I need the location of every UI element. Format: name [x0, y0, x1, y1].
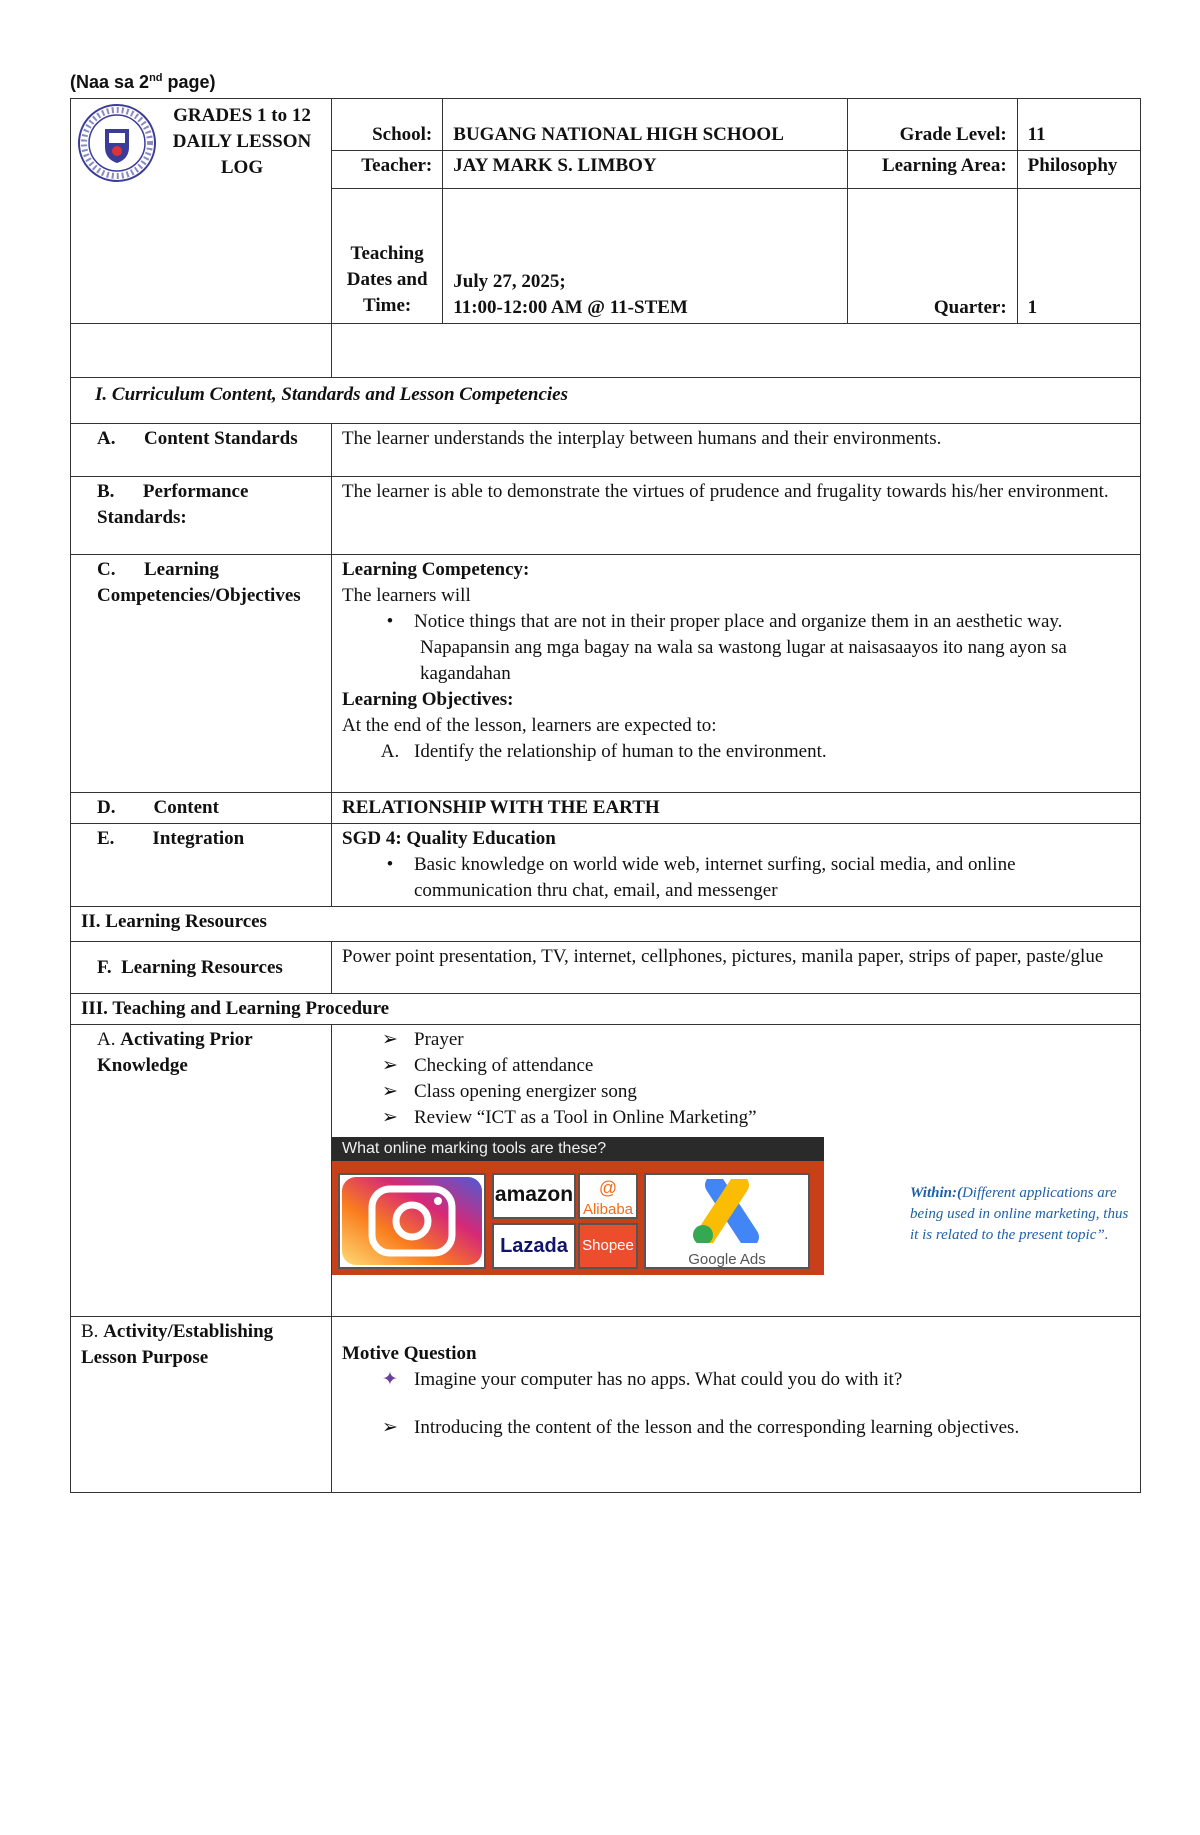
teacher-value: JAY MARK S. LIMBOY [443, 151, 848, 189]
lesson-log-table [70, 98, 1141, 1493]
page-note: (Naa sa 2nd page) [70, 72, 216, 92]
quarter-value: 1 [1017, 189, 1140, 324]
activity-purpose-label: B. Activity/Establishing Lesson Purpose [71, 1317, 332, 1493]
learning-competencies-label: C. Learning Competencies/Objectives [71, 555, 332, 793]
blank-cell-right [332, 324, 1141, 378]
activating-prior-knowledge-value [332, 1025, 1141, 1317]
bullet-dot-icon: • [386, 611, 394, 632]
performance-standards-value: The learner is able to demonstrate the virtues of prudence and frugality towards his/her environment. [332, 477, 1141, 555]
teacher-label: Teacher: [332, 151, 443, 189]
collage-header: What online marking tools are these? [332, 1137, 824, 1161]
header-logo-cell [71, 99, 332, 324]
content-label: D. Content [71, 793, 332, 824]
google-ads-icon [667, 1179, 787, 1243]
lazada-tile: Lazada [492, 1223, 576, 1269]
school-label: School: [332, 99, 443, 151]
activating-prior-knowledge-label: A. Activating Prior Knowledge [71, 1025, 332, 1317]
learning-objectives-intro: At the end of the lesson, learners are expected to: [342, 715, 717, 736]
section-3-title: III. Teaching and Learning Procedure [71, 994, 1141, 1025]
integration-label: E. Integration [71, 824, 332, 907]
school-value: BUGANG NATIONAL HIGH SCHOOL [443, 99, 848, 151]
section-1-title: I. Curriculum Content, Standards and Lesson Competencies [71, 378, 1141, 424]
blank-cell-left [71, 324, 332, 378]
diamond-bullet-icon: ✦ [382, 1369, 398, 1390]
grade-level-label: Grade Level: [848, 99, 1017, 151]
activity-list [342, 1027, 1130, 1131]
learning-competency-heading: Learning Competency: [342, 559, 530, 580]
alibaba-tile: @ Alibaba [578, 1173, 638, 1219]
section-2-title: II. Learning Resources [71, 907, 1141, 942]
dll-title: GRADES 1 to 12 DAILY LESSON LOG [172, 105, 312, 178]
teaching-dates-value [443, 189, 848, 324]
content-standards-value: The learner understands the interplay between humans and their environments. [332, 424, 1141, 477]
online-marketing-tools-image [332, 1137, 824, 1275]
arrow-bullet-icon: ➢ [382, 1081, 398, 1102]
list-item: ➢ Class opening energizer song [414, 1079, 1130, 1105]
bullet-dot-icon: • [386, 854, 394, 875]
arrow-bullet-icon: ➢ [382, 1055, 398, 1076]
instagram-icon [338, 1173, 486, 1269]
learning-resources-label: F. Learning Resources [71, 942, 332, 994]
list-item: ➢ Review “ICT as a Tool in Online Marketing” [414, 1105, 1130, 1131]
list-item: ➢ Checking of attendance [414, 1053, 1130, 1079]
arrow-bullet-icon: ➢ [382, 1107, 398, 1128]
integration-value [332, 824, 1141, 907]
learning-competency-intro: The learners will [342, 585, 471, 606]
performance-standards-label: B. Performance Standards: [71, 477, 332, 555]
learning-area-value: Philosophy [1017, 151, 1140, 189]
integration-heading: SGD 4: Quality Education [342, 828, 556, 849]
google-ads-tile: Google Ads [644, 1173, 810, 1269]
amazon-tile: amazon [492, 1173, 576, 1219]
learning-competencies-value [332, 555, 1141, 793]
list-item: ➢ Prayer [414, 1027, 1130, 1053]
content-value: RELATIONSHIP WITH THE EARTH [332, 793, 1141, 824]
motive-question-heading: Motive Question [342, 1343, 477, 1364]
activity-purpose-value [332, 1317, 1141, 1493]
learning-area-label: Learning Area: [848, 151, 1017, 189]
list-item: ➢ Introducing the content of the lesson and the corresponding learning objectives. [414, 1415, 1130, 1441]
teaching-dates-label: Teaching Dates and Time: [332, 189, 443, 324]
list-item: • Basic knowledge on world wide web, internet surfing, social media, and online communication thru chat, email, and messenger [414, 852, 1130, 904]
learning-competency-translation: Napapansin ang mga bagay na wala sa wastong lugar at naisasaayos ito nang ayon sa kagandahan [420, 637, 1067, 684]
content-standards-label: A. Content Standards [71, 424, 332, 477]
list-item: A. Identify the relationship of human to the environment. [380, 741, 827, 762]
teaching-time: 11:00-12:00 AM @ 11-STEM [453, 297, 688, 318]
list-item: • Notice things that are not in their proper place and organize them in an aesthetic way. [414, 609, 1130, 635]
within-note: Within:(Different applications are being used in online marketing, thus it is related to the present topic”. [910, 1185, 1129, 1243]
arrow-bullet-icon: ➢ [382, 1417, 398, 1438]
quarter-label: Quarter: [848, 189, 1017, 324]
deped-seal-icon [77, 103, 157, 183]
learning-objectives-heading: Learning Objectives: [342, 689, 514, 710]
list-item: ✦ Imagine your computer has no apps. What could you do with it? [414, 1367, 1130, 1393]
grade-level-value: 11 [1017, 99, 1140, 151]
arrow-bullet-icon: ➢ [382, 1029, 398, 1050]
shopee-tile: Shopee [578, 1223, 638, 1269]
teaching-date: July 27, 2025; [453, 271, 566, 292]
learning-resources-value: Power point presentation, TV, internet, cellphones, pictures, manila paper, strips of paper, paste/glue [332, 942, 1141, 994]
